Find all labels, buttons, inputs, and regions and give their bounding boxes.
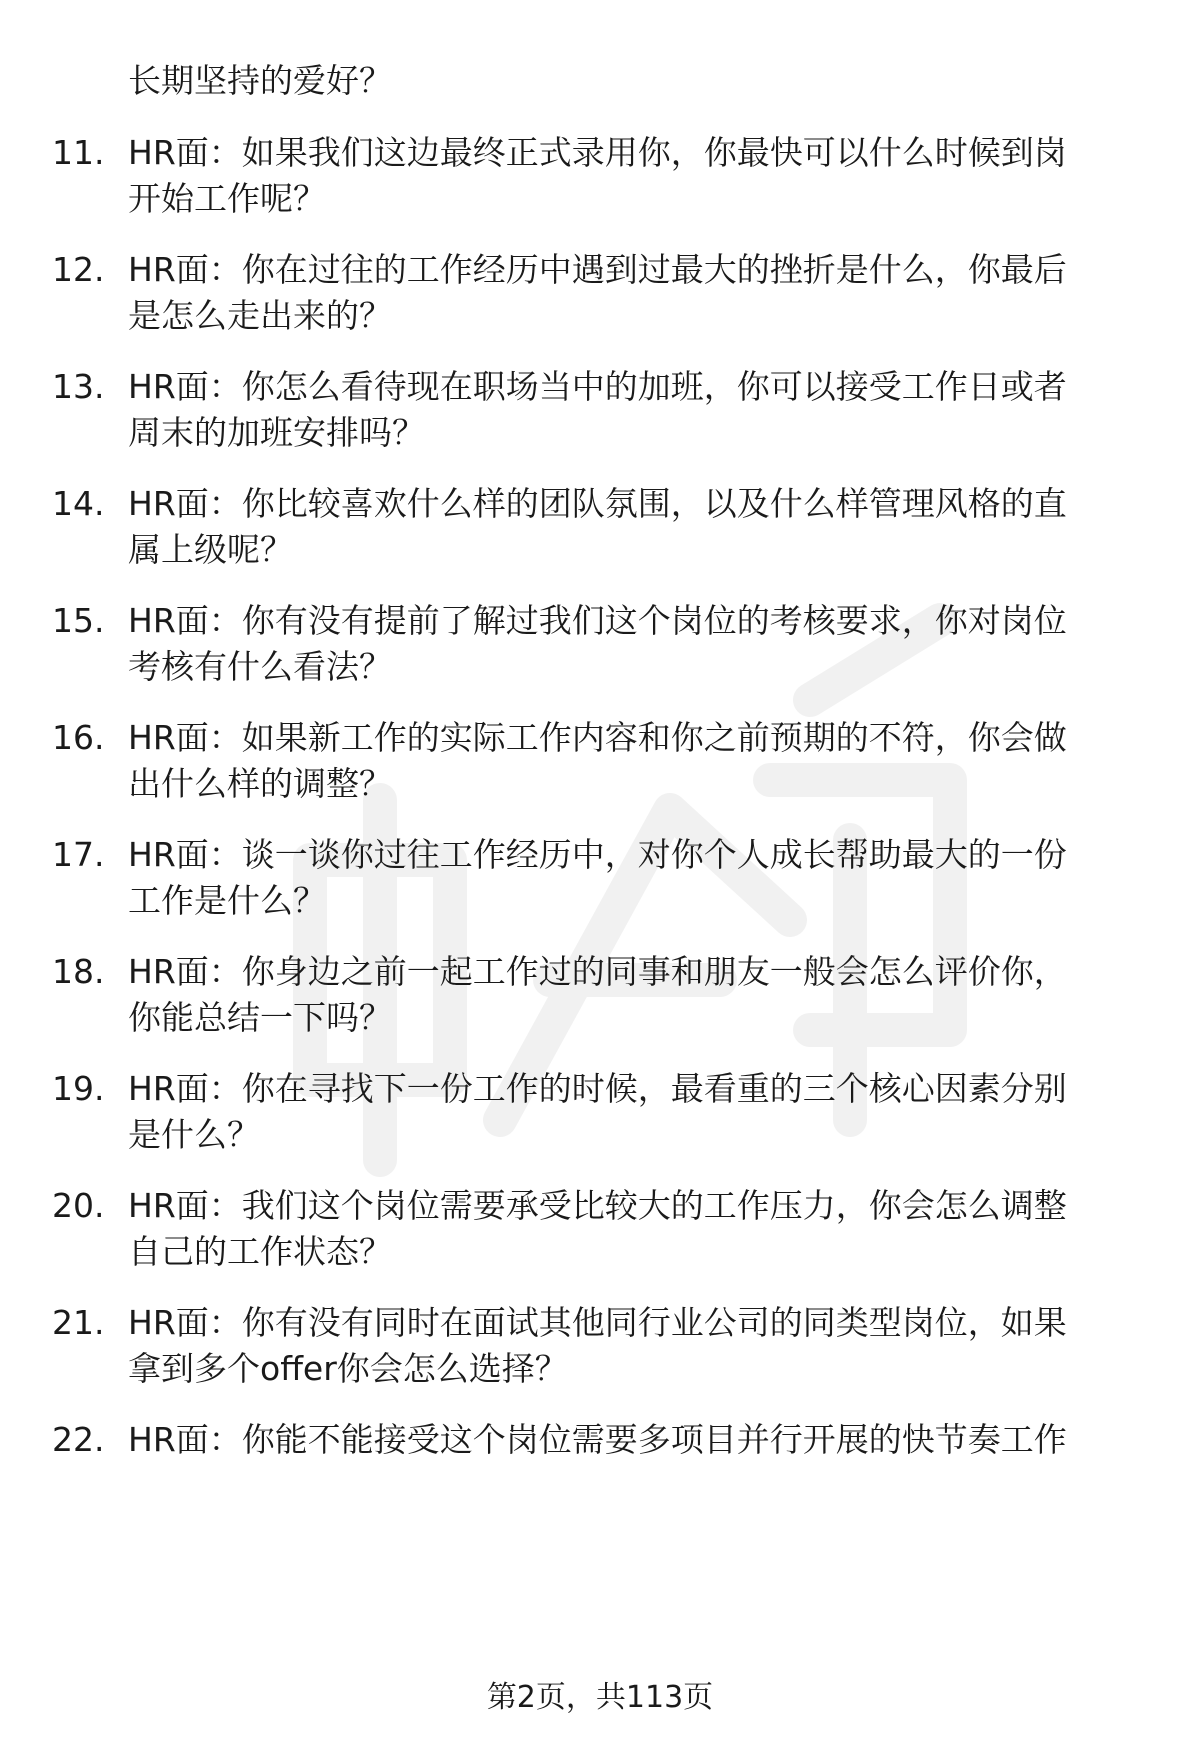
question-text-line1: HR面：如果我们这边最终正式录用你，你最快可以什么时候到岗	[128, 133, 1067, 172]
question-text-line1: HR面：你有没有同时在面试其他同行业公司的同类型岗位，如果	[128, 1303, 1067, 1342]
question-text-line2: 你能总结一下吗？	[128, 998, 392, 1037]
question-text-line1: HR面：我们这个岗位需要承受比较大的工作压力，你会怎么调整	[128, 1186, 1067, 1225]
question-number: 17.	[52, 835, 105, 874]
question-text-line1: HR面：谈一谈你过往工作经历中，对你个人成长帮助最大的一份	[128, 835, 1067, 874]
question-text-line2: 是怎么走出来的？	[128, 296, 392, 335]
question-text-line1: HR面：如果新工作的实际工作内容和你之前预期的不符，你会做	[128, 718, 1067, 757]
question-number: 12.	[52, 250, 105, 289]
question-text-line1: HR面：你能不能接受这个岗位需要多项目并行开展的快节奏工作	[128, 1420, 1067, 1459]
question-text-line2: 属上级呢？	[128, 530, 293, 569]
question-text-line1: HR面：你有没有提前了解过我们这个岗位的考核要求，你对岗位	[128, 601, 1067, 640]
question-text-line2: 周末的加班安排吗？	[128, 413, 425, 452]
continuation-text: 长期坚持的爱好？	[128, 61, 392, 100]
question-text-line2: 是什么？	[128, 1115, 260, 1154]
question-text-line2: 出什么样的调整？	[128, 764, 392, 803]
question-text-line1: HR面：你在寻找下一份工作的时候，最看重的三个核心因素分别	[128, 1069, 1067, 1108]
question-text-line1: HR面：你身边之前一起工作过的同事和朋友一般会怎么评价你，	[128, 952, 1067, 991]
question-number: 20.	[52, 1186, 105, 1225]
question-number: 14.	[52, 484, 105, 523]
question-number: 22.	[52, 1420, 105, 1459]
question-text-line2: 自己的工作状态？	[128, 1232, 392, 1271]
question-number: 19.	[52, 1069, 105, 1108]
question-text-line1: HR面：你比较喜欢什么样的团队氛围，以及什么样管理风格的直	[128, 484, 1067, 523]
question-text-line2: 考核有什么看法？	[128, 647, 392, 686]
question-number: 15.	[52, 601, 105, 640]
page-footer: 第2页，共113页	[486, 1680, 714, 1715]
question-number: 21.	[52, 1303, 105, 1342]
question-text-line2: 工作是什么？	[128, 881, 326, 920]
question-text-line2: 拿到多个offer你会怎么选择？	[128, 1349, 568, 1388]
question-number: 13.	[52, 367, 105, 406]
question-number: 18.	[52, 952, 105, 991]
question-text-line1: HR面：你在过往的工作经历中遇到过最大的挫折是什么，你最后	[128, 250, 1067, 289]
question-text-line1: HR面：你怎么看待现在职场当中的加班，你可以接受工作日或者	[128, 367, 1067, 406]
question-number: 11.	[52, 133, 105, 172]
question-number: 16.	[52, 718, 105, 757]
question-text-line2: 开始工作呢？	[128, 179, 326, 218]
